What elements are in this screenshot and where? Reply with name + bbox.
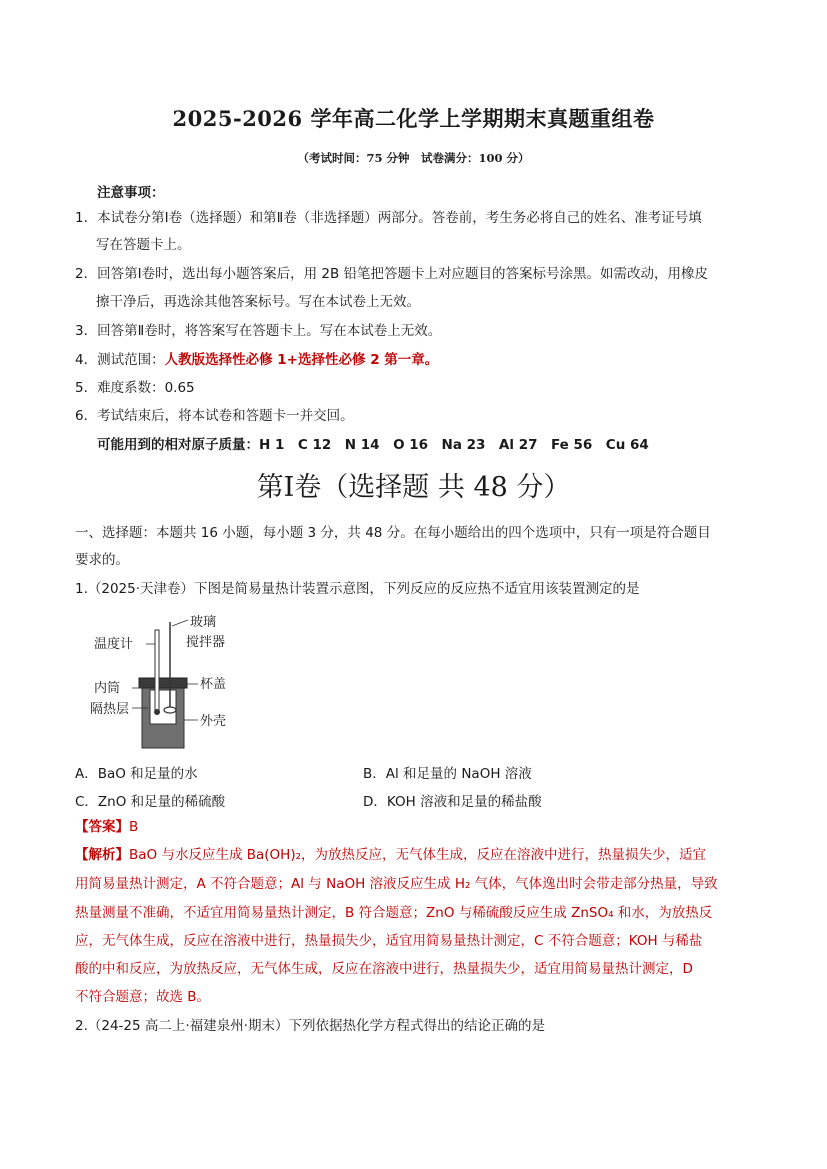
thermometer-bulb — [154, 709, 160, 715]
lid-shape — [139, 678, 187, 688]
note-item-1: 1．本试卷分第Ⅰ卷（选择题）和第Ⅱ卷（非选择题）两部分。答卷前，考生务必将自己的姓名、准考证号填 — [75, 210, 702, 226]
section-instructions-cont: 要求的。 — [75, 552, 129, 568]
atomic-mass: 可能用到的相对原子质量：H 1 C 12 N 14 O 16 Na 23 Al 27 Fe 56 Cu 64 — [97, 437, 649, 453]
thermometer-shape — [155, 630, 159, 710]
label-thermometer: 温度计 — [94, 637, 134, 652]
section-instructions: 一、选择题：本题共 16 小题，每小题 3 分，共 48 分。在每小题给出的四个选项中，只有一项是符合题目 — [75, 525, 711, 541]
analysis-line-6: 不符合题意；故选 B。 — [75, 989, 211, 1005]
note-item-1-cont: 写在答题卡上。 — [96, 237, 191, 253]
exam-meta: （考试时间：75 分钟 试卷满分：100 分） — [297, 151, 530, 165]
answer-tag: 【答案】 — [75, 819, 129, 835]
note-item-2-cont: 擦干净后，再选涂其他答案标号。写在本试卷上无效。 — [96, 294, 420, 310]
label-inner: 内筒 — [94, 681, 121, 696]
answer-line — [75, 818, 138, 836]
option-d: D．KOH 溶液和足量的稀盐酸 — [363, 794, 542, 810]
label-lid: 杯盖 — [200, 677, 227, 692]
label-insulation: 隔热层 — [90, 702, 130, 717]
label-shell: 外壳 — [200, 714, 227, 729]
answer-value: B — [129, 819, 139, 835]
analysis-line-2: 用简易量热计测定，A 不符合题意；Al 与 NaOH 溶液反应生成 H₂ 气体，气体逸出时会带走部分热量，导致 — [75, 876, 718, 892]
question-2-stem: 2.（24-25 高二上·福建泉州·期末）下列依据热化学方程式得出的结论正确的是 — [75, 1018, 545, 1034]
label-glass: 玻璃 — [190, 615, 217, 630]
leader-glass — [172, 620, 188, 626]
note-item-2: 2．回答第Ⅰ卷时，选出每小题答案后，用 2B 铅笔把答题卡上对应题目的答案标号涂黑。如需改动，用橡皮 — [75, 266, 709, 282]
analysis-line-5: 酸的中和反应，为放热反应，无气体生成，反应在溶液中进行，热量损失少，适宜用简易量热计测定，D — [75, 961, 693, 977]
notes-heading: 注意事项： — [97, 185, 165, 201]
analysis-tag: 【解析】 — [75, 847, 129, 863]
label-stirrer: 搅拌器 — [186, 635, 226, 650]
option-b: B．Al 和足量的 NaOH 溶液 — [363, 766, 532, 782]
note-item-5: 5．难度系数：0.65 — [75, 380, 195, 396]
note-item-4 — [75, 351, 438, 369]
analysis-line-3: 热量测量不准确，不适宜用简易量热计测定，B 符合题意；ZnO 与稀硫酸反应生成 ZnSO₄ 和水，为放热反 — [75, 905, 713, 921]
page-title: 2025-2026 学年高二化学上学期期末真题重组卷 — [172, 106, 655, 131]
analysis-text-1: BaO 与水反应生成 Ba(OH)₂，为放热反应，无气体生成，反应在溶液中进行，热量损失少，适宜 — [129, 847, 706, 863]
analysis-line-4: 应，无气体生成，反应在溶液中进行，热量损失少，适宜用简易量热计测定，C 不符合题意；KOH 与稀盐 — [75, 933, 703, 949]
section-title: 第Ⅰ卷（选择题 共 48 分） — [256, 472, 571, 503]
analysis-line-1 — [75, 846, 706, 864]
option-a: A．BaO 和足量的水 — [75, 766, 198, 782]
test-scope: 人教版选择性必修 1+选择性必修 2 第一章。 — [164, 352, 439, 368]
note-item-6: 6．考试结束后，将本试卷和答题卡一并交回。 — [75, 408, 354, 424]
note-item-3: 3．回答第Ⅱ卷时，将答案写在答题卡上。写在本试卷上无效。 — [75, 323, 442, 339]
question-1-stem: 1.（2025·天津卷）下图是简易量热计装置示意图，下列反应的反应热不适宜用该装置测定的是 — [75, 581, 640, 597]
calorimeter-diagram — [90, 612, 250, 752]
note-item-4-label: 4．测试范围： — [75, 352, 165, 368]
option-c: C．ZnO 和足量的稀硫酸 — [75, 794, 226, 810]
